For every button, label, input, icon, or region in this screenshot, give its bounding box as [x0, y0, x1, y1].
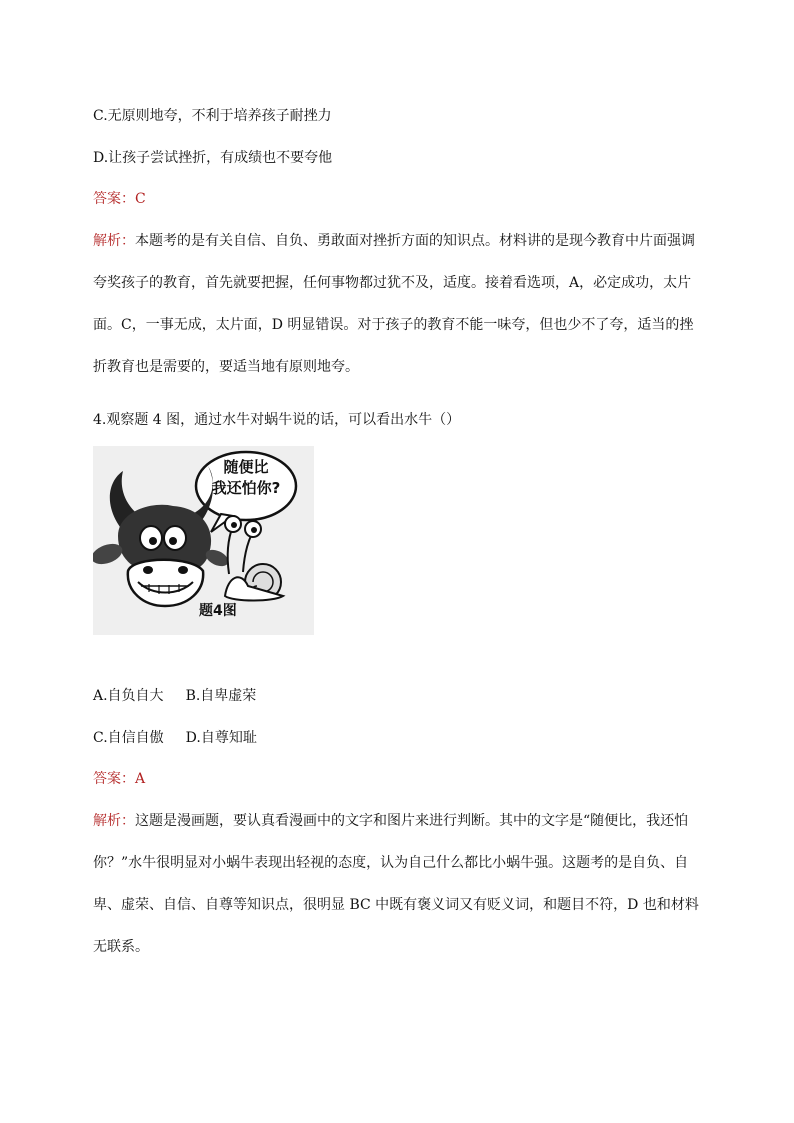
- explanation-2-line-4: 无联系。: [93, 939, 149, 955]
- explanation-2-line-1: 解析：这题是漫画题，要认真看漫画中的文字和图片来进行判断。其中的文字是“随便比，我还怕: [93, 813, 689, 829]
- answer-1: [93, 189, 146, 209]
- explanation-label: 解析：: [93, 233, 135, 249]
- explanation-label: 解析：: [93, 813, 135, 829]
- explanation-1-line-4: 折教育也是需要的，要适当地有原则地夸。: [93, 359, 359, 375]
- answer-label: 答案：: [93, 771, 135, 787]
- cartoon-figure: [93, 446, 314, 635]
- explanation-1-line-3: 面。C，一事无成，太片面，D 明显错误。对于孩子的教育不能一味夸，但也少不了夸，适当的挫: [93, 317, 694, 333]
- speech-bubble-line-2: 我还怕你?: [211, 479, 281, 497]
- option-d-prev: D.让孩子尝试挫折，有成绩也不要夸他: [93, 150, 333, 166]
- explanation-2-line-3: 卑、虚荣、自信、自尊等知识点，很明显 BC 中既有褒义词又有贬义词，和题目不符，D 也和材料: [93, 897, 699, 913]
- explanation-2-line-2: 你？”水牛很明显对小蜗牛表现出轻视的态度，认为自己什么都比小蜗牛强。这题考的是自负、自: [93, 855, 689, 871]
- option-b: B.自卑虚荣: [185, 688, 257, 704]
- speech-bubble-line-1: 随便比: [223, 458, 269, 476]
- figure-caption: 题4图: [199, 603, 237, 619]
- answer-value: C: [135, 191, 146, 207]
- answer-value: A: [135, 771, 146, 787]
- option-c-prev: C.无原则地夸，不利于培养孩子耐挫力: [93, 108, 332, 124]
- explanation-1-line-2: 夸奖孩子的教育，首先就要把握，任何事物都过犹不及，适度。接着看选项，A，必定成功，太片: [93, 275, 692, 291]
- option-c: C.自信自傲: [93, 730, 164, 746]
- answer-2: [93, 769, 145, 789]
- option-d: D.自尊知耻: [185, 730, 257, 746]
- options-cd: [93, 728, 257, 748]
- options-ab: [93, 686, 256, 706]
- option-a: A.自负自大: [93, 688, 164, 704]
- explanation-1-line-1: 解析：本题考的是有关自信、自负、勇敢面对挫折方面的知识点。材料讲的是现今教育中片面强调: [93, 233, 695, 249]
- answer-label: 答案：: [93, 191, 135, 207]
- question-4: 4.观察题 4 图，通过水牛对蜗牛说的话，可以看出水牛（）: [93, 412, 461, 428]
